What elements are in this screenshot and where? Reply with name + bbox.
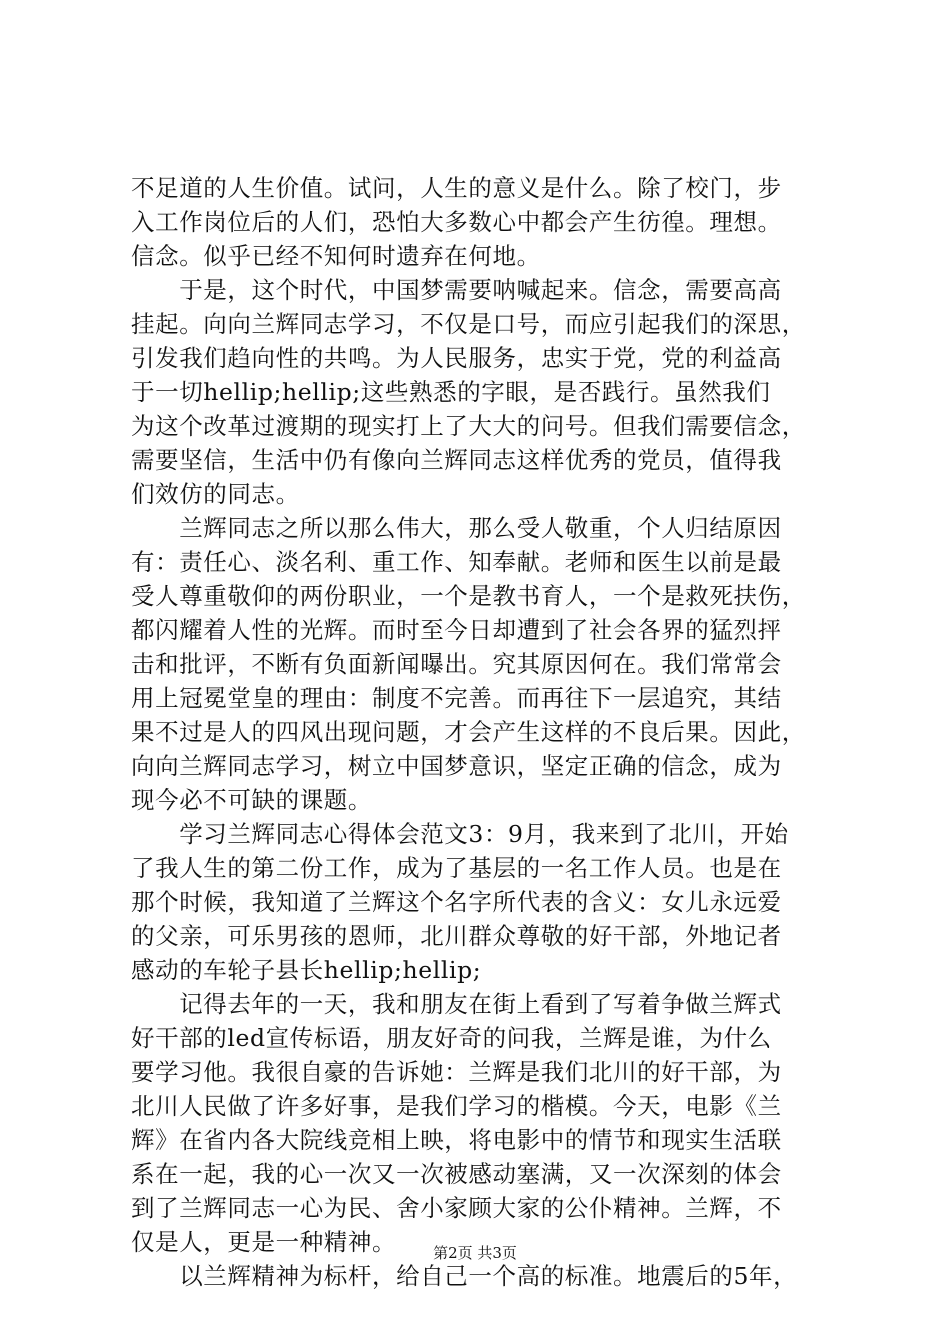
- text-line: 系在一起，我的心一次又一次被感动塞满，又一次深刻的体会: [131, 1160, 782, 1188]
- text-line: 感动的车轮子县长hellip;hellip;: [131, 956, 482, 984]
- text-line: 不足道的人生价值。试问，人生的意义是什么。除了校门，步: [131, 174, 782, 202]
- text-line: 记得去年的一天，我和朋友在街上看到了写着争做兰辉式: [131, 990, 782, 1018]
- text-line: 击和批评，不断有负面新闻曝出。究其原因何在。我们常常会: [131, 650, 782, 678]
- text-line: 现今必不可缺的课题。: [131, 786, 372, 814]
- text-line: 信念。似乎已经不知何时遗弃在何地。: [131, 242, 541, 270]
- text-line: 向向兰辉同志学习，树立中国梦意识，坚定正确的信念，成为: [131, 752, 782, 780]
- text-line: 好干部的led宣传标语，朋友好奇的问我，兰辉是谁，为什么: [131, 1024, 772, 1052]
- text-line: 引发我们趋向性的共鸣。为人民服务，忠实于党，党的利益高: [131, 344, 782, 372]
- text-line: 挂起。向向兰辉同志学习，不仅是口号，而应引起我们的深思，: [131, 310, 806, 338]
- text-line: 那个时候，我知道了兰辉这个名字所代表的含义：女儿永远爱: [131, 888, 782, 916]
- text-line: 需要坚信，生活中仍有像向兰辉同志这样优秀的党员，值得我: [131, 446, 782, 474]
- text-line: 学习兰辉同志心得体会范文3：9月，我来到了北川，开始: [131, 820, 789, 848]
- text-line: 北川人民做了许多好事，是我们学习的楷模。今天，电影《兰: [131, 1092, 782, 1120]
- text-line: 于一切hellip;hellip;这些熟悉的字眼，是否践行。虽然我们: [131, 378, 771, 406]
- page-footer: [0, 1243, 950, 1263]
- text-line: 果不过是人的四风出现问题，才会产生这样的不良后果。因此，: [131, 718, 806, 746]
- text-line: 入工作岗位后的人们，恐怕大多数心中都会产生彷徨。理想。: [131, 208, 782, 236]
- text-line: 要学习他。我很自豪的告诉她：兰辉是我们北川的好干部，为: [131, 1058, 782, 1086]
- text-line: 了我人生的第二份工作，成为了基层的一名工作人员。也是在: [131, 854, 782, 882]
- text-line: 们效仿的同志。: [131, 480, 300, 508]
- text-line: 于是，这个时代，中国梦需要呐喊起来。信念，需要高高: [131, 276, 782, 304]
- text-line: 到了兰辉同志一心为民、舍小家顾大家的公仆精神。兰辉，不: [131, 1194, 782, 1222]
- text-line: 为这个改革过渡期的现实打上了大大的问号。但我们需要信念，: [131, 412, 806, 440]
- text-line: 有：责任心、淡名利、重工作、知奉献。老师和医生以前是最: [131, 548, 782, 576]
- text-line: 辉》在省内各大院线竞相上映，将电影中的情节和现实生活联: [131, 1126, 782, 1154]
- page-number: 第2页 共3页: [433, 1244, 517, 1262]
- text-line: 都闪耀着人性的光辉。而时至今日却遭到了社会各界的猛烈抨: [131, 616, 782, 644]
- text-line: 兰辉同志之所以那么伟大，那么受人敬重，个人归结原因: [131, 514, 782, 542]
- text-line: 的父亲，可乐男孩的恩师，北川群众尊敬的好干部，外地记者: [131, 922, 782, 950]
- text-line: 以兰辉精神为标杆，给自己一个高的标准。地震后的5年，: [131, 1262, 798, 1290]
- text-line: 受人尊重敬仰的两份职业，一个是教书育人，一个是救死扶伤，: [131, 582, 806, 610]
- text-line: 仅是人，更是一种精神。: [131, 1228, 397, 1256]
- text-line: 用上冠冕堂皇的理由：制度不完善。而再往下一层追究，其结: [131, 684, 782, 712]
